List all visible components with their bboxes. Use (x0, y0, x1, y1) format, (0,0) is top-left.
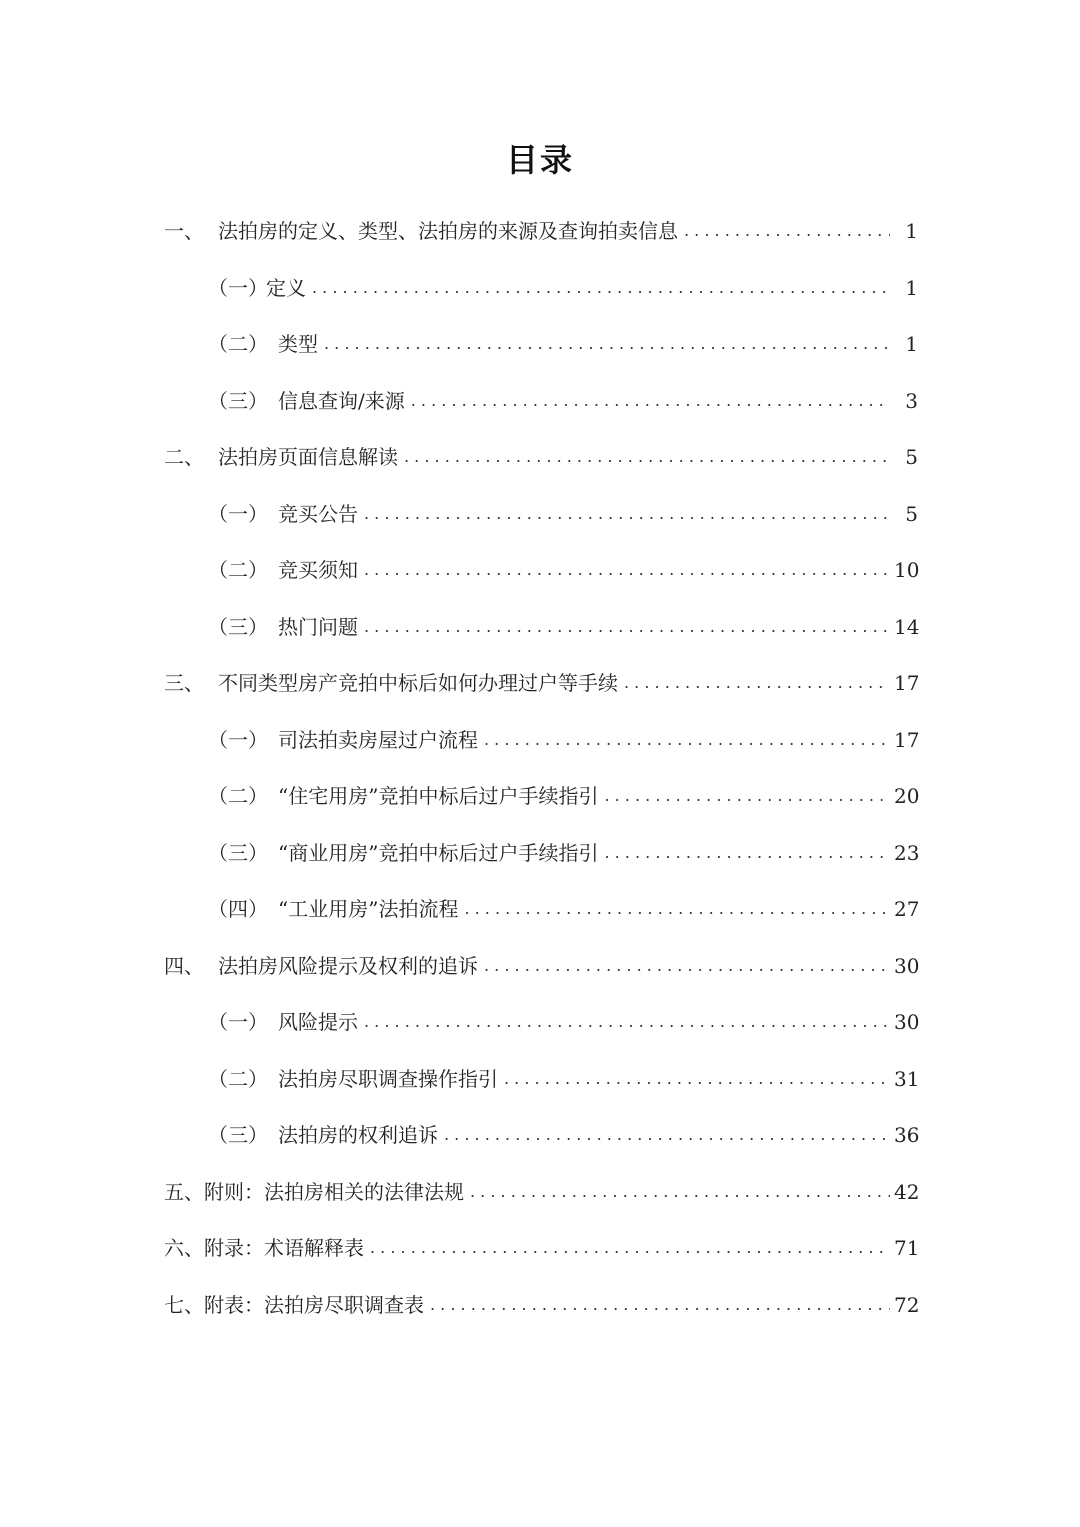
toc-entry-2-2[interactable] (208, 550, 918, 590)
toc-entry-number: 五、 (164, 1180, 204, 1204)
toc-page-number: 17 (894, 671, 920, 695)
toc-entry-number: （一） (208, 502, 268, 526)
toc-dot-leader (444, 1115, 890, 1155)
toc-dot-leader (404, 437, 890, 477)
toc-dot-leader (464, 889, 890, 929)
toc-entry-4-1[interactable] (208, 1002, 918, 1042)
toc-dot-leader (624, 663, 890, 703)
toc-entry-4-3[interactable] (208, 1115, 918, 1155)
toc-dot-leader (364, 550, 890, 590)
toc-page-number: 20 (894, 784, 920, 808)
toc-dot-leader (430, 1285, 890, 1325)
toc-entry-3-3[interactable] (208, 833, 918, 873)
toc-dot-leader (604, 833, 890, 873)
toc-entry-3-2[interactable] (208, 776, 918, 816)
toc-page-number: 30 (894, 954, 920, 978)
toc-entry-label: 风险提示 (278, 1010, 358, 1034)
toc-page-number: 5 (905, 502, 918, 526)
toc-entry-label: 定义 (266, 276, 306, 300)
toc-page-number: 30 (894, 1010, 920, 1034)
toc-page-number: 27 (894, 897, 920, 921)
toc-entry-3-4[interactable] (208, 889, 918, 929)
toc-entry-2-3[interactable] (208, 607, 918, 647)
page-title: 目录 (505, 141, 574, 179)
toc-entry-label: 法拍房的权利追诉 (278, 1123, 438, 1147)
toc-entry-label: 法拍房尽职调查操作指引 (278, 1067, 498, 1091)
toc-entry-4[interactable] (164, 946, 918, 986)
toc-entry-label: 竞买须知 (278, 558, 358, 582)
toc-page-number: 1 (905, 332, 918, 356)
toc-page-number: 1 (905, 276, 918, 300)
toc-entry-number: 二、 (164, 445, 204, 469)
toc-entry-label: 附表：法拍房尽职调查表 (204, 1293, 424, 1317)
toc-entry-label: 竞买公告 (278, 502, 358, 526)
toc-dot-leader (324, 324, 890, 364)
toc-page-number: 3 (905, 389, 918, 413)
toc-entry-number: （三） (208, 389, 268, 413)
toc-entry-label: 附录：术语解释表 (204, 1236, 364, 1260)
toc-page-number: 42 (894, 1180, 920, 1204)
toc-entry-number: （一） (208, 276, 268, 300)
toc-entry-2-1[interactable] (208, 494, 918, 534)
toc-dot-leader (312, 268, 890, 308)
toc-entry-number: 四、 (164, 954, 204, 978)
toc-dot-leader (364, 607, 890, 647)
toc-entry-label: 热门问题 (278, 615, 358, 639)
toc-entry-label: 法拍房页面信息解读 (218, 445, 398, 469)
toc-entry-number: （一） (208, 728, 268, 752)
toc-page-number: 23 (894, 841, 920, 865)
toc-entry-label: 类型 (278, 332, 318, 356)
toc-entry-number: （一） (208, 1010, 268, 1034)
toc-entry-number: （二） (208, 784, 268, 808)
toc-page-number: 5 (905, 445, 918, 469)
toc-entry-label: 司法拍卖房屋过户流程 (278, 728, 478, 752)
toc-dot-leader (484, 720, 890, 760)
toc-entry-1-1[interactable] (208, 268, 918, 308)
toc-entry-number: （四） (208, 897, 268, 921)
toc-entry-1[interactable] (164, 211, 918, 251)
toc-dot-leader (684, 211, 890, 251)
toc-entry-2[interactable] (164, 437, 918, 477)
toc-entry-label: 法拍房的定义、类型、法拍房的来源及查询拍卖信息 (218, 219, 678, 243)
toc-page-number: 14 (894, 615, 920, 639)
toc-page-number: 31 (894, 1067, 920, 1091)
toc-entry-number: 三、 (164, 671, 204, 695)
toc-dot-leader (470, 1172, 890, 1212)
toc-page-number: 71 (894, 1236, 920, 1260)
toc-entry-7[interactable] (164, 1285, 918, 1325)
toc-entry-1-3[interactable] (208, 381, 918, 421)
toc-entry-1-2[interactable] (208, 324, 918, 364)
toc-entry-number: 一、 (164, 219, 204, 243)
toc-entry-label: 信息查询/来源 (278, 389, 405, 413)
toc-entry-label: “住宅用房”竞拍中标后过户手续指引 (278, 784, 599, 808)
toc-entry-4-2[interactable] (208, 1059, 918, 1099)
toc-entry-number: （二） (208, 332, 268, 356)
toc-entry-5[interactable] (164, 1172, 918, 1212)
toc-dot-leader (484, 946, 890, 986)
toc-page-number: 36 (894, 1123, 920, 1147)
toc-entry-number: （二） (208, 1067, 268, 1091)
toc-dot-leader (604, 776, 890, 816)
toc-page-number: 72 (894, 1293, 920, 1317)
toc-entry-number: 六、 (164, 1236, 204, 1260)
toc-dot-leader (364, 1002, 890, 1042)
toc-entry-number: 七、 (164, 1293, 204, 1317)
toc-entry-6[interactable] (164, 1228, 918, 1268)
toc-page-number: 17 (894, 728, 920, 752)
toc-entry-number: （三） (208, 1123, 268, 1147)
toc-dot-leader (370, 1228, 890, 1268)
toc-entry-label: 法拍房风险提示及权利的追诉 (218, 954, 478, 978)
toc-entry-label: 不同类型房产竞拍中标后如何办理过户等手续 (218, 671, 618, 695)
toc-entry-number: （三） (208, 615, 268, 639)
toc-entry-number: （三） (208, 841, 268, 865)
toc-page-number: 10 (894, 558, 920, 582)
toc-entry-3[interactable] (164, 663, 918, 703)
toc-entry-label: 附则：法拍房相关的法律法规 (204, 1180, 464, 1204)
toc-dot-leader (504, 1059, 890, 1099)
toc-entry-3-1[interactable] (208, 720, 918, 760)
toc-entry-label: “商业用房”竞拍中标后过户手续指引 (278, 841, 599, 865)
toc-page-number: 1 (905, 219, 918, 243)
toc-dot-leader (364, 494, 890, 534)
toc-entry-label: “工业用房”法拍流程 (278, 897, 459, 921)
toc-entry-number: （二） (208, 558, 268, 582)
toc-dot-leader (411, 381, 890, 421)
